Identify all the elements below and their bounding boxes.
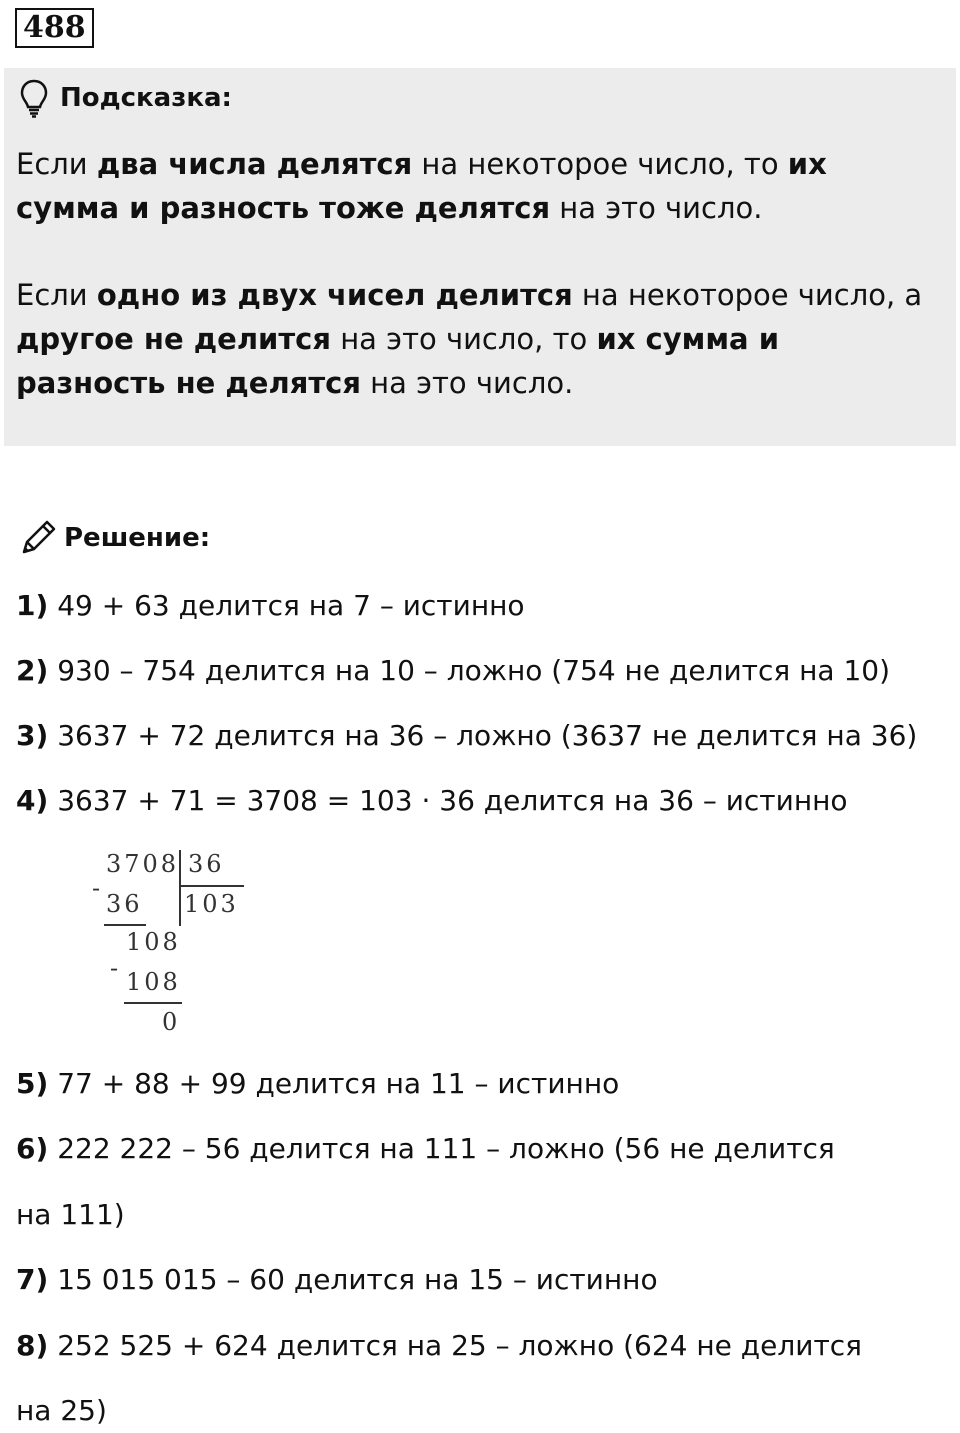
hint-box [4,68,956,446]
division-quotient: 103 [184,890,239,918]
hint-text: на это число. [360,366,574,400]
pencil-icon [18,518,58,558]
division-result: 0 [162,1008,181,1036]
hint-paragraph-2 [16,273,936,405]
division-subtrahend-2: 108 [126,968,181,996]
long-division [88,850,258,1040]
hint-emphasis: одно из двух чисел делится [96,278,573,312]
division-minus: - [110,954,122,982]
division-dividend: 3708 [106,850,180,878]
hint-emphasis: другое не делится [16,322,331,356]
division-minus: - [92,874,104,902]
hint-text: на это число. [550,191,763,225]
hint-emphasis: два числа делятся [96,147,413,181]
hint-text: Если [16,147,97,181]
solution-line: 7) 15 015 015 – 60 делится на 15 – истинно [16,1263,658,1296]
hint-text: на некоторое число, то [412,147,788,181]
hint-text: на это число, то [331,322,597,356]
solution-line: на 25) [16,1394,107,1427]
hint-text: Если [16,278,97,312]
solution-line: на 111) [16,1198,125,1231]
solution-line: 8) 252 525 + 624 делится на 25 – ложно (624 не делится [16,1329,863,1362]
hint-paragraph-1 [16,142,936,230]
division-subtrahend-1: 36 [106,890,143,918]
hint-title: Подсказка: [60,83,232,113]
hint-emphasis: их сумма и разность не делятся [16,322,780,400]
lightbulb-icon [18,78,50,118]
task-number: 488 [15,8,94,48]
solution-header [18,518,210,558]
hint-text: на некоторое число, а [572,278,923,312]
solution-line: 1) 49 + 63 делится на 7 – истинно [16,589,525,622]
division-remainder-1: 108 [126,928,181,956]
hint-header [18,78,232,118]
solution-line: 6) 222 222 – 56 делится на 111 – ложно (56 не делится [16,1132,835,1165]
solution-title: Решение: [64,523,211,553]
solution-line: 4) 3637 + 71 = 3708 = 103 · 36 делится на 36 – истинно [16,784,848,817]
division-divisor: 36 [188,850,225,878]
solution-line: 2) 930 – 754 делится на 10 – ложно (754 не делится на 10) [16,654,891,687]
hint-emphasis: их сумма и разность тоже делятся [16,147,827,225]
solution-line: 5) 77 + 88 + 99 делится на 11 – истинно [16,1067,620,1100]
solution-line: 3) 3637 + 72 делится на 36 – ложно (3637 не делится на 36) [16,719,918,752]
